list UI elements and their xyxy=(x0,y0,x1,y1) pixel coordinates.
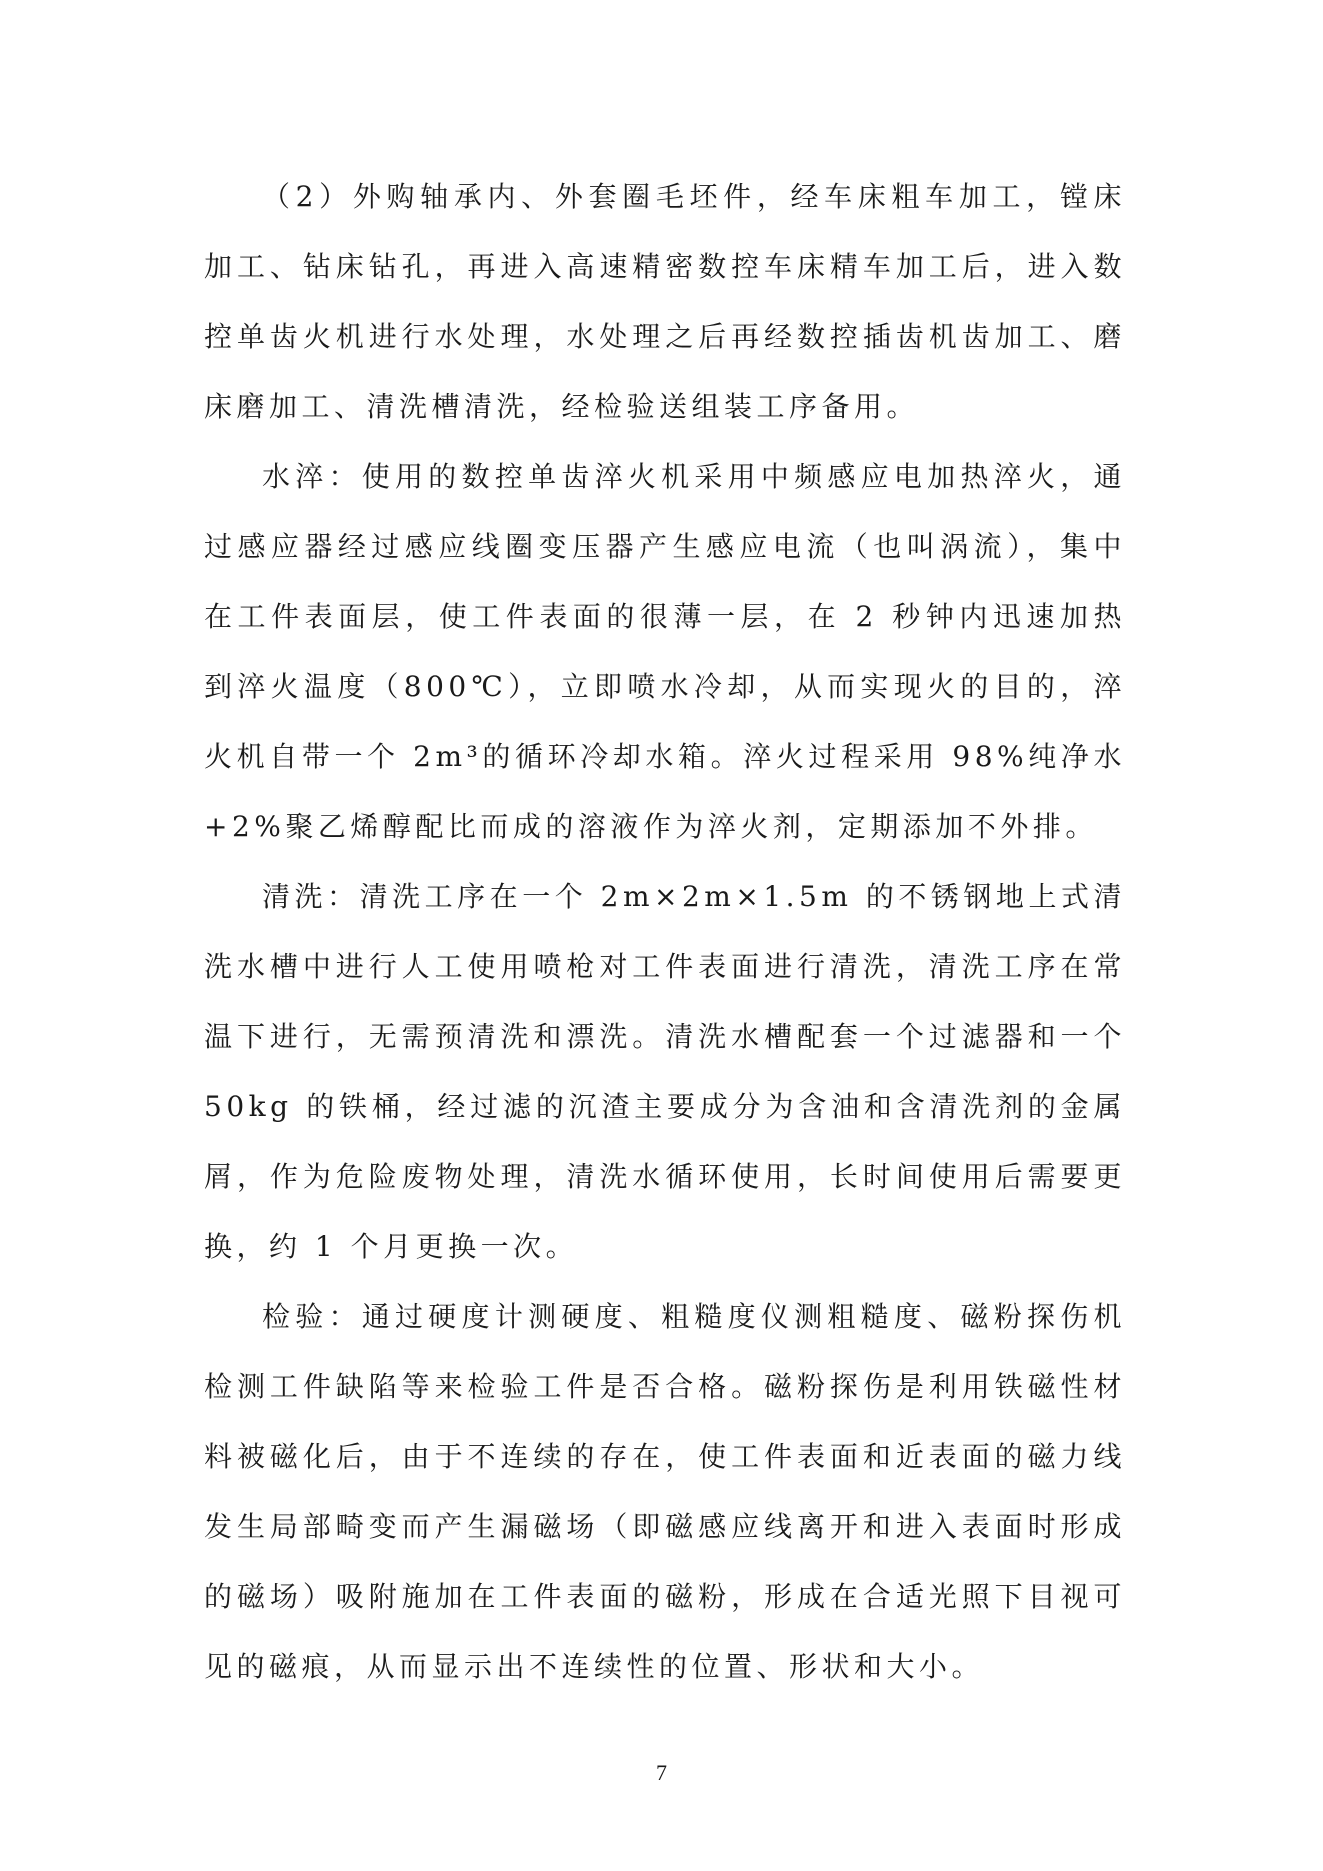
paragraph-cleaning: 清洗：清洗工序在一个 2m×2m×1.5m 的不锈钢地上式清洗水槽中进行人工使用喷枪对工件表面进行清洗，清洗工序在常温下进行，无需预清洗和漂洗。清洗水槽配套一个过滤器和一个 50kg 的铁桶，经过滤的沉渣主要成分为含油和含清洗剂的金属屑，作为危险废物处理，清洗水循环使用，长时间使用后需要更换，约 1 个月更换一次。 xyxy=(204,880,1126,1263)
body-text xyxy=(204,162,1126,1702)
paragraph-purchased-bearing-process: （2）外购轴承内、外套圈毛坯件，经车床粗车加工，镗床加工、钻床钻孔，再进入高速精密数控车床精车加工后，进入数控单齿火机进行水处理，水处理之后再经数控插齿机齿加工、磨床磨加工、清洗槽清洗，经检验送组装工序备用。 xyxy=(204,180,1126,423)
page-number: 7 xyxy=(656,1760,667,1785)
paragraph-inspection: 检验：通过硬度计测硬度、粗糙度仪测粗糙度、磁粉探伤机检测工件缺陷等来检验工件是否合格。磁粉探伤是利用铁磁性材料被磁化后，由于不连续的存在，使工件表面和近表面的磁力线发生局部畸变而产生漏磁场（即磁感应线离开和进入表面时形成的磁场）吸附施加在工件表面的磁粉，形成在合适光照下目视可见的磁痕，从而显示出不连续性的位置、形状和大小。 xyxy=(204,1300,1126,1683)
paragraph-water-quenching: 水淬：使用的数控单齿淬火机采用中频感应电加热淬火，通过感应器经过感应线圈变压器产生感应电流（也叫涡流），集中在工件表面层，使工件表面的很薄一层，在 2 秒钟内迅速加热到淬火温度（800℃），立即喷水冷却，从而实现火的目的，淬火机自带一个 2m³的循环冷却水箱。淬火过程采用 98%纯净水+2%聚乙烯醇配比而成的溶液作为淬火剂，定期添加不外排。 xyxy=(204,460,1126,843)
